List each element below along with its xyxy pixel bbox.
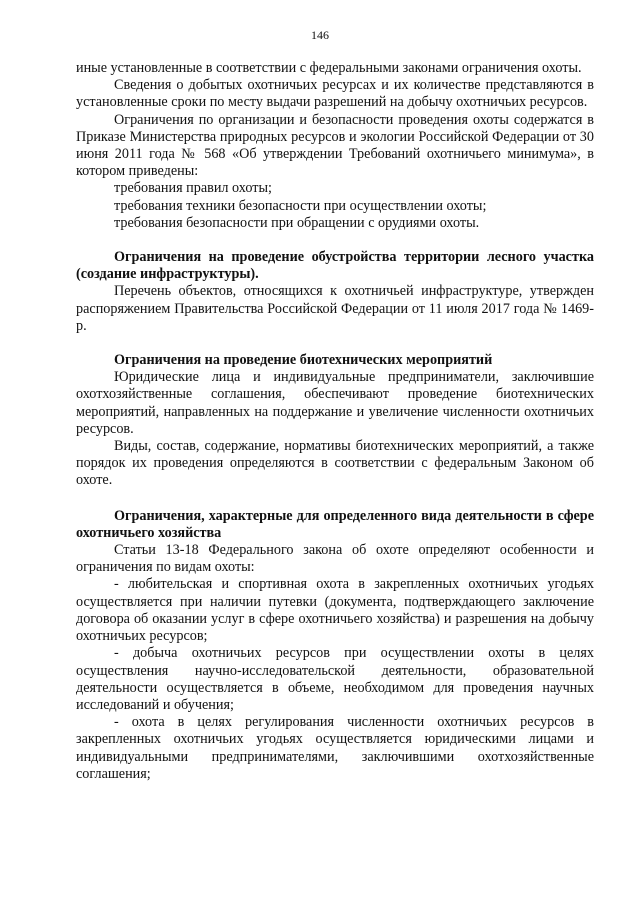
- list-item: требования правил охоты;: [114, 180, 272, 197]
- page-number: 146: [311, 28, 329, 42]
- section-heading: Ограничения на проведение обустройства территории лесного участка (создание инфраструктуры).: [76, 249, 594, 283]
- paragraph: Сведения о добытых охотничьих ресурсах и их количестве представляются в установленные сроки по месту выдачи разрешений на добычу охотничьих ресурсов.: [76, 77, 594, 111]
- list-item: требования техники безопасности при осуществлении охоты;: [114, 197, 487, 214]
- paragraph: - любительская и спортивная охота в закрепленных охотничьих угодьях осуществляется при наличии путевки (документа, подтверждающего заключение договора об оказании услуг в сфере охотничьего хозяйства) и разрешения на добычу охотничьих ресурсов;: [76, 576, 594, 645]
- page-content: [76, 60, 594, 783]
- paragraph: Перечень объектов, относящихся к охотничьей инфраструктуре, утвержден распоряжением Правительства Российской Федерации от 11 июля 2017 года № 1469-р.: [76, 283, 594, 334]
- paragraph: - охота в целях регулирования численности охотничьих ресурсов в закрепленных охотничьих угодьях осуществляется юридическими лицами и индивидуальными предпринимателями, заключившими охотхозяйственные соглашения;: [76, 714, 594, 782]
- paragraph: Статьи 13-18 Федерального закона об охоте определяют особенности и ограничения по видам охоты:: [76, 542, 594, 576]
- paragraph: Ограничения по организации и безопасности проведения охоты содержатся в Приказе Министерства природных ресурсов и экологии Российской Федерации от 30 июня 2011 года № 568 «Об утверждении Требований охотничьего минимума», в котором приведены:: [76, 111, 594, 180]
- section-heading: Ограничения на проведение биотехнических мероприятий: [114, 352, 493, 369]
- paragraph: иные установленные в соответствии с федеральными законами ограничения охоты.: [76, 60, 582, 76]
- section-heading: Ограничения, характерные для определенного вида деятельности в сфере охотничьего хозяйства: [76, 507, 594, 541]
- paragraph: Юридические лица и индивидуальные предприниматели, заключившие охотхозяйственные соглашения, обеспечивают проведение биотехнических мероприятий, направленных на поддержание и увеличение численности охотничьих ресурсов.: [76, 369, 594, 437]
- paragraph: - добыча охотничьих ресурсов при осуществлении охоты в целях осуществления научно-исследовательской деятельности, образовательной деятельности осуществляется в объеме, необходимом для проведения научных исследований и обучения;: [76, 645, 594, 713]
- list-item: требования безопасности при обращении с орудиями охоты.: [114, 214, 480, 231]
- paragraph: Виды, состав, содержание, нормативы биотехнических мероприятий, а также порядок их проведения определяются в соответствии с федеральным Законом об охоте.: [76, 438, 594, 489]
